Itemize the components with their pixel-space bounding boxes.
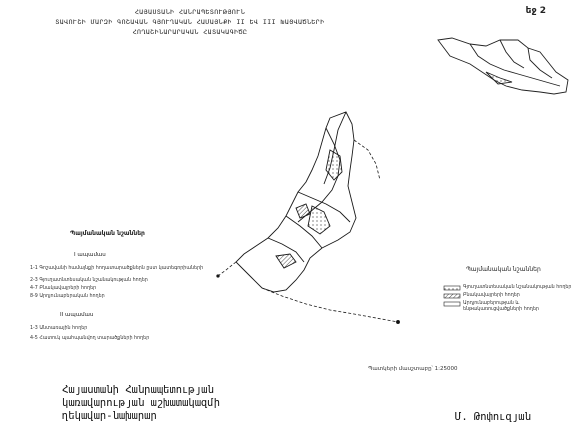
legend-right-entry-3: Արդյունաբերության և ենթակառուցվածքների հողեր <box>463 301 539 312</box>
legend-item-2: 2-3 Գյուղատնտեսական նշանակության հողեր <box>30 278 148 283</box>
road-line-3 <box>218 262 236 276</box>
legend-right-entry-2: Բնակավայրերի հողեր <box>463 293 520 298</box>
map-title-line-2: ՏԱՎՈՒՇԻ ՄԱՐԶԻ ԳՈՇԱՎԱՆ ԳՅՈՒՂԱԿԱՆ ՀԱՄԱՅՆՔԻ II ԵՎ III ԽԱՑՎԱԾՆԵՐԻ <box>55 18 325 26</box>
legend-swatch-3 <box>444 302 460 306</box>
inset-map <box>438 38 568 94</box>
legend-section-1: I ապամաս <box>74 252 106 258</box>
inset-inner-2 <box>500 40 524 68</box>
legend-swatch-1 <box>444 286 460 290</box>
map-title-line-1: ՀԱՅԱՍՏԱՆԻ ՀԱՆՐԱՊԵՏՈՒԹՅՈՒՆ <box>134 8 246 16</box>
legend-item-1: 1-1 Գոշավանի համայնքի հողատարածքներն ըստ կատեգորիաների <box>30 266 204 271</box>
legend-section-2: II ապամաս <box>60 312 94 318</box>
parcel-hatched-1 <box>276 254 296 268</box>
main-map <box>217 112 400 324</box>
parcel-dotted-1 <box>326 150 342 180</box>
community-boundary-outer <box>236 112 356 292</box>
inset-inner-1 <box>470 44 560 86</box>
legend-item-5: 1-3 Անտառային հողեր <box>30 326 88 331</box>
legend-right-title: Պայմանական նշաններ <box>466 266 541 273</box>
map-title-line-3: ՀՈՂԱՇԻՆԱՐԱՐԱԿԱՆ ՀԱՏԱԿԱԳԻԾԸ <box>132 28 248 36</box>
legend-right-symbols <box>444 286 460 306</box>
legend-item-6: 4-5 Հատուկ պահպանվող տարածքների հողեր <box>30 336 150 341</box>
legend-title: Պայմանական նշաններ <box>70 230 145 237</box>
road-line <box>262 288 398 322</box>
parcel-dotted-2 <box>308 206 330 234</box>
scale-note: Պատկերի մասշտաբը՝ 1:25000 <box>368 366 458 372</box>
parcel-hatched-2 <box>296 204 310 218</box>
sheet-number: եջ 2 <box>525 6 546 16</box>
legend-item-4: 8-9 Արդյունաբերական հողեր <box>30 294 105 299</box>
inset-dots <box>486 72 512 84</box>
road-line-2 <box>354 140 380 180</box>
signature-title-block: Հայաստանի Հանրապետության կառավարության աշխատակազմի ղեկավար-նախարար <box>62 384 221 422</box>
signature-name: Մ. Թոփուզյան <box>455 411 531 423</box>
legend-swatch-2 <box>444 294 460 298</box>
legend-right-entry-1: Գյուղատնտեսական նշանակության հողեր <box>463 285 572 290</box>
point-marker-2 <box>217 275 219 277</box>
legend-item-3: 4-7 Բնակավայրերի հողեր <box>30 286 97 291</box>
point-marker <box>397 321 400 324</box>
